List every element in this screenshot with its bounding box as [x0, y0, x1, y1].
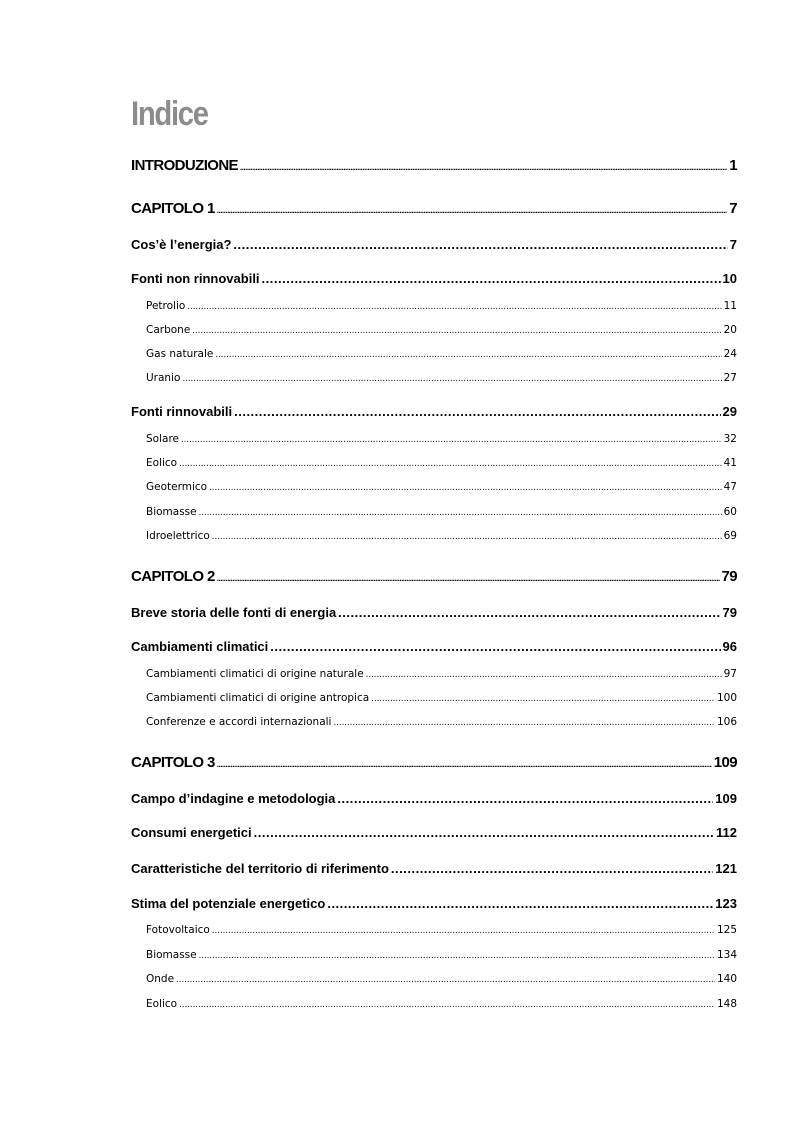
toc-dot-leader — [179, 1000, 715, 1010]
toc-entry-section[interactable] — [131, 791, 737, 806]
toc-entry-label: Stima del potenziale energetico — [131, 896, 326, 911]
toc-entry-label: Cos’è l’energia? — [131, 237, 232, 252]
toc-entry-section[interactable] — [131, 896, 737, 911]
toc-dot-leader — [217, 206, 728, 215]
toc-entry-subsection[interactable] — [146, 481, 737, 493]
toc-entry-label: Fonti non rinnovabili — [131, 271, 260, 286]
toc-dot-leader — [215, 350, 721, 360]
toc-entry-page: 123 — [715, 896, 737, 911]
toc-entry-page: 97 — [723, 668, 737, 680]
toc-dot-leader — [337, 791, 713, 806]
toc-entry-page: 125 — [716, 924, 737, 936]
toc-entry-chapter[interactable] — [131, 754, 737, 771]
toc-entry-page: 7 — [729, 237, 737, 252]
toc-entry-page: 32 — [723, 433, 737, 445]
toc-entry-label: Eolico — [146, 457, 178, 469]
toc-entry-label: Solare — [146, 433, 179, 445]
toc-dot-leader — [199, 508, 722, 518]
toc-dot-leader — [212, 532, 722, 542]
toc-dot-leader — [366, 670, 722, 680]
toc-entry-section[interactable] — [131, 639, 737, 654]
toc-entry-page: 109 — [713, 754, 737, 771]
toc-dot-leader — [181, 435, 722, 445]
toc-entry-page: 11 — [723, 300, 737, 312]
toc-entry-subsection[interactable] — [146, 973, 737, 985]
toc-entry-page: 109 — [715, 791, 737, 806]
toc-dot-leader — [262, 271, 721, 286]
toc-entry-label: Caratteristiche del territorio di riferimento — [131, 861, 389, 876]
toc-entry-subsection[interactable] — [146, 949, 737, 961]
toc-entry-page: 69 — [723, 530, 737, 542]
toc-entry-label: Biomasse — [146, 949, 197, 961]
toc-entry-section[interactable] — [131, 271, 737, 286]
toc-entry-page: 134 — [716, 949, 737, 961]
toc-dot-leader — [179, 459, 722, 469]
toc-entry-label: Cambiamenti climatici di origine antropica — [146, 692, 370, 704]
toc-entry-page: 79 — [722, 605, 737, 620]
toc-entry-subsection[interactable] — [146, 506, 737, 518]
toc-entry-label: Gas naturale — [146, 348, 214, 360]
toc-entry-page: 27 — [723, 372, 737, 384]
toc-entry-label: Fotovoltaico — [146, 924, 210, 936]
toc-entry-page: 79 — [721, 568, 737, 585]
toc-dot-leader — [240, 163, 727, 172]
toc-entry-page: 121 — [715, 861, 737, 876]
toc-entry-chapter[interactable] — [131, 200, 737, 217]
toc-entry-subsection[interactable] — [146, 716, 737, 728]
toc-entry-label: Consumi energetici — [131, 825, 252, 840]
toc-entry-label: Geotermico — [146, 481, 208, 493]
toc-entry-subsection[interactable] — [146, 324, 737, 336]
toc-entry-section[interactable] — [131, 825, 737, 840]
toc-entry-label: Cambiamenti climatici di origine naturale — [146, 668, 364, 680]
toc-dot-leader — [176, 975, 715, 985]
toc-entry-label: Biomasse — [146, 506, 197, 518]
toc-entry-subsection[interactable] — [146, 668, 737, 680]
toc-entry-page: 96 — [722, 639, 737, 654]
toc-entry-section[interactable] — [131, 404, 737, 419]
toc-dot-leader — [199, 951, 715, 961]
toc-entry-page: 20 — [723, 324, 737, 336]
toc-entry-page: 100 — [716, 692, 737, 704]
toc-entry-chapter[interactable] — [131, 568, 737, 585]
toc-entry-label: Fonti rinnovabili — [131, 404, 233, 419]
toc-entry-page: 140 — [716, 973, 737, 985]
toc-dot-leader — [187, 302, 721, 312]
toc-dot-leader — [391, 861, 713, 876]
toc-entry-page: 10 — [722, 271, 737, 286]
toc-entry-label: Uranio — [146, 372, 181, 384]
toc-dot-leader — [209, 483, 722, 493]
toc-dot-leader — [327, 896, 713, 911]
toc-dot-leader — [192, 326, 721, 336]
toc-entry-page: 148 — [716, 998, 737, 1010]
toc-entry-subsection[interactable] — [146, 924, 737, 936]
toc-dot-leader — [233, 237, 727, 252]
toc-entry-section[interactable] — [131, 605, 737, 620]
toc-entry-subsection[interactable] — [146, 300, 737, 312]
toc-dot-leader — [182, 374, 721, 384]
toc-dot-leader — [217, 760, 712, 769]
toc-entry-label: Campo d’indagine e metodologia — [131, 791, 336, 806]
toc-entry-label: Idroelettrico — [146, 530, 210, 542]
toc-entry-chapter[interactable] — [131, 157, 737, 174]
toc-entry-page: 106 — [716, 716, 737, 728]
toc-dot-leader — [270, 639, 720, 654]
toc-dot-leader — [212, 926, 715, 936]
toc-entry-label: Carbone — [146, 324, 191, 336]
toc-entry-page: 1 — [729, 157, 737, 174]
toc-entry-subsection[interactable] — [146, 457, 737, 469]
toc-entry-label: CAPITOLO 3 — [131, 754, 215, 771]
toc-entry-label: CAPITOLO 2 — [131, 568, 215, 585]
toc-entry-subsection[interactable] — [146, 530, 737, 542]
toc-entry-label: Cambiamenti climatici — [131, 639, 269, 654]
toc-entry-page: 29 — [722, 404, 737, 419]
toc-entry-subsection[interactable] — [146, 372, 737, 384]
toc-dot-leader — [254, 825, 714, 840]
toc-dot-leader — [234, 404, 720, 419]
toc-entry-page: 47 — [723, 481, 737, 493]
toc-dot-leader — [333, 718, 714, 728]
toc-entry-label: Breve storia delle fonti di energia — [131, 605, 337, 620]
toc-entry-subsection[interactable] — [146, 998, 737, 1010]
toc-entry-section[interactable] — [131, 237, 737, 252]
toc-entry-label: Eolico — [146, 998, 178, 1010]
toc-entry-subsection[interactable] — [146, 433, 737, 445]
toc-entry-subsection[interactable] — [146, 348, 737, 360]
toc-entry-page: 112 — [716, 825, 737, 840]
toc-dot-leader — [371, 694, 715, 704]
toc-entry-page: 41 — [723, 457, 737, 469]
toc-entry-section[interactable] — [131, 861, 737, 876]
toc-entry-page: 7 — [729, 200, 737, 217]
toc-entry-label: INTRODUZIONE — [131, 157, 238, 174]
toc-entry-label: Conferenze e accordi internazionali — [146, 716, 332, 728]
toc-entry-label: Onde — [146, 973, 175, 985]
toc-entry-page: 24 — [723, 348, 737, 360]
toc-dot-leader — [217, 574, 720, 583]
toc-entry-label: Petrolio — [146, 300, 186, 312]
toc-entry-page: 60 — [723, 506, 737, 518]
toc-entry-label: CAPITOLO 1 — [131, 200, 215, 217]
toc-title: Indice — [131, 95, 208, 133]
toc-dot-leader — [338, 605, 720, 620]
toc-entry-subsection[interactable] — [146, 692, 737, 704]
